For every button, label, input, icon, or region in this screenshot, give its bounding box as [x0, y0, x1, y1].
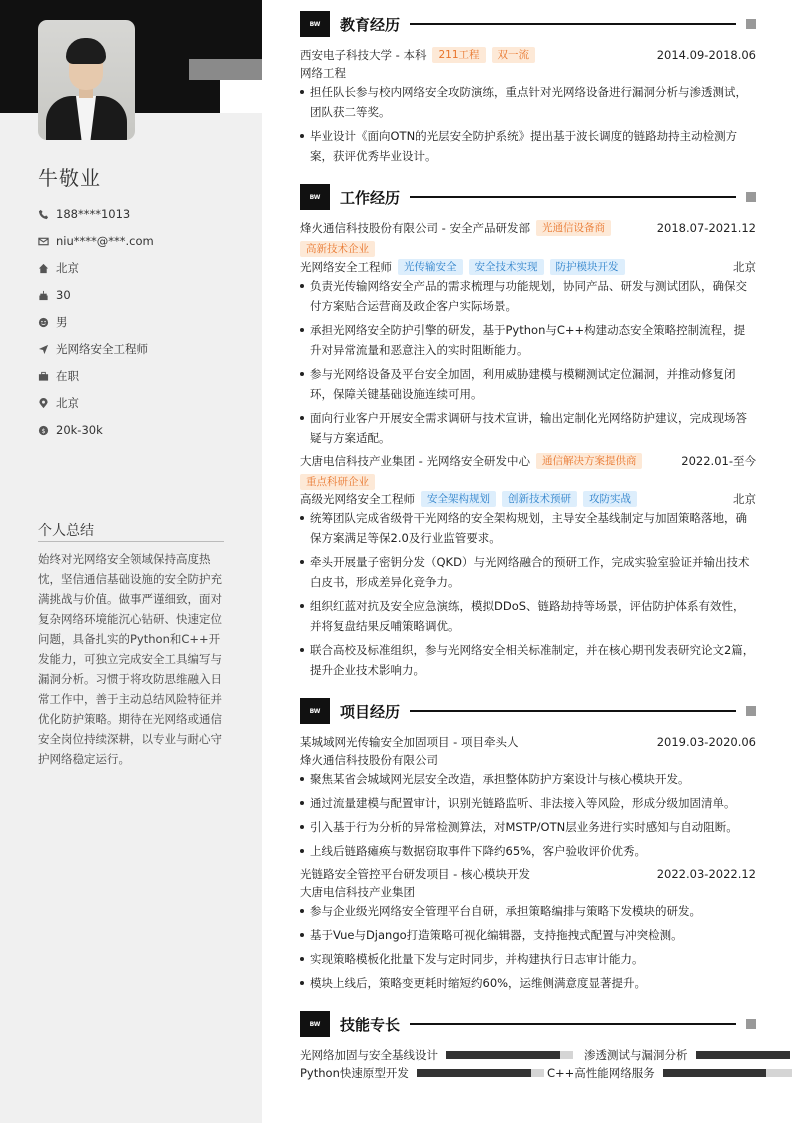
project-name: 光链路安全管控平台研发项目 - 核心模块开发	[300, 867, 530, 881]
education-date: 2014.09-2018.06	[656, 48, 756, 62]
info-position	[38, 340, 148, 358]
summary-title: 个人总结	[38, 523, 94, 539]
info-text: 光网络安全工程师	[56, 342, 148, 356]
work-tag-row	[300, 240, 756, 258]
project-bullet: 通过流量建模与配置审计，识别光链路监听、非法接入等风险，形成分级加固清单。	[300, 793, 756, 813]
work-bullet: 联合高校及标准组织，参与光网络安全相关标准制定，并在核心期刊发表研究论文2篇，提升企业技术影响力。	[300, 640, 756, 680]
skill-name: 渗透测试与漏洞分析	[584, 1048, 688, 1062]
work-title-row	[300, 258, 756, 276]
email-icon	[38, 236, 49, 247]
info-salary	[38, 421, 103, 439]
info-age	[38, 286, 71, 304]
info-text: 30	[56, 288, 71, 302]
sidebar-accent-grey	[189, 59, 262, 80]
skill-bar	[417, 1069, 544, 1077]
info-text: 男	[56, 315, 68, 329]
work-header	[300, 452, 756, 470]
skill-bar-fill	[446, 1051, 560, 1059]
skill-item	[547, 1064, 792, 1082]
skill-bar	[663, 1069, 792, 1077]
section-skills	[300, 1011, 756, 1037]
section-title: 技能专长	[340, 1015, 401, 1034]
section-square	[746, 706, 756, 716]
section-line	[410, 1023, 736, 1025]
work-tag: 重点科研企业	[300, 474, 375, 490]
section-project	[300, 698, 756, 724]
work-title-row	[300, 490, 756, 508]
skill-bar	[446, 1051, 573, 1059]
skill-tag: 攻防实战	[583, 491, 637, 507]
location-pin-icon	[38, 398, 49, 409]
education-tag: 双一流	[492, 47, 536, 63]
skill-bar	[696, 1051, 790, 1059]
work-header	[300, 219, 756, 237]
send-icon	[38, 344, 49, 355]
project-bullet: 实现策略模板化批量下发与定时同步，并构建执行日志审计能力。	[300, 949, 756, 969]
info-text: 北京	[56, 396, 79, 410]
project-bullet: 聚焦某省会城域网光层安全改造，承担整体防护方案设计与核心模块开发。	[300, 769, 756, 789]
project-header	[300, 865, 756, 883]
profile-name: 牛敬业	[38, 166, 101, 190]
profile-photo	[38, 20, 135, 140]
info-email	[38, 232, 154, 250]
work-company: 烽火通信科技股份有限公司 - 安全产品研发部	[300, 221, 530, 235]
info-text: niu****@***.com	[56, 234, 154, 248]
info-text: 北京	[56, 261, 79, 275]
sidebar-accent-white	[220, 80, 262, 113]
section-work	[300, 184, 756, 210]
salary-icon	[38, 425, 49, 436]
skill-item	[300, 1046, 573, 1064]
briefcase-icon	[38, 371, 49, 382]
summary-divider	[38, 541, 224, 542]
skill-bar-fill	[696, 1051, 790, 1059]
work-bullet: 面向行业客户开展安全需求调研与技术宣讲，输出定制化光网络防护建议，完成现场答疑与方案适配。	[300, 408, 756, 448]
education-tag: 211工程	[432, 47, 485, 63]
work-city: 北京	[733, 492, 756, 506]
skill-tag: 创新技术预研	[502, 491, 577, 507]
education-major: 网络工程	[300, 66, 346, 80]
project-bullet: 参与企业级光网络安全管理平台自研，承担策略编排与策略下发模块的研发。	[300, 901, 756, 921]
info-home	[38, 259, 79, 277]
gender-icon	[38, 317, 49, 328]
work-city: 北京	[733, 260, 756, 274]
section-title: 工作经历	[340, 188, 401, 207]
section-title: 项目经历	[340, 702, 401, 721]
skill-name: 光网络加固与安全基线设计	[300, 1048, 438, 1062]
skill-tag: 安全架构规划	[421, 491, 496, 507]
work-bullet: 负责光传输网络安全产品的需求梳理与功能规划，协同产品、研发与测试团队，确保交付方案贴合运营商及政企客户实际场景。	[300, 276, 756, 316]
section-square	[746, 1019, 756, 1029]
section-badge: BW	[300, 698, 330, 724]
section-line	[410, 710, 736, 712]
section-badge: BW	[300, 11, 330, 37]
phone-icon	[38, 209, 49, 220]
project-org-row	[300, 883, 756, 901]
skill-bar-fill	[663, 1069, 766, 1077]
skill-bar-fill	[417, 1069, 531, 1077]
skill-item	[300, 1064, 544, 1082]
section-education	[300, 11, 756, 37]
summary-text: 始终对光网络安全领域保持高度热忱，坚信通信基础设施的安全防护充满挑战与价值。做事严谨细致，面对复杂网络环境能沉心钻研、快速定位问题，具备扎实的Python和C++开发能力，可独立完成安全工具编写与漏洞分析。习惯于将攻防思维融入日常工作中，善于主动总结风险特征并优化防护策略。期待在光网络或通信安全岗位持续深耕，以专业与耐心守护网络稳定运行。	[38, 552, 222, 766]
info-text: 20k-30k	[56, 423, 103, 437]
work-title: 高级光网络安全工程师	[300, 492, 415, 506]
project-bullet: 上线后链路瘫痪与数据窃取事件下降约65%，客户验收评价优秀。	[300, 841, 756, 861]
project-date: 2022.03-2022.12	[656, 867, 756, 881]
work-date: 2018.07-2021.12	[656, 221, 756, 235]
project-org: 大唐电信科技产业集团	[300, 885, 415, 899]
home-icon	[38, 263, 49, 274]
project-name: 某城域网光传输安全加固项目 - 项目牵头人	[300, 735, 519, 749]
work-bullet: 承担光网络安全防护引擎的研发，基于Python与C++构建动态安全策略控制流程，提升对异常流量和恶意注入的实时阻断能力。	[300, 320, 756, 360]
section-square	[746, 19, 756, 29]
education-school: 西安电子科技大学 - 本科	[300, 48, 427, 62]
svg-text:$: $	[41, 426, 46, 435]
work-title: 光网络安全工程师	[300, 260, 392, 274]
section-title: 教育经历	[340, 15, 401, 34]
info-location	[38, 394, 79, 412]
skill-tag: 防护模块开发	[550, 259, 625, 275]
section-line	[410, 23, 736, 25]
info-text: 188****1013	[56, 207, 131, 221]
work-date: 2022.01-至今	[681, 454, 756, 468]
section-badge: BW	[300, 1011, 330, 1037]
info-gender	[38, 313, 68, 331]
info-phone	[38, 205, 130, 223]
skill-name: Python快速原型开发	[300, 1066, 409, 1080]
section-line	[410, 196, 736, 198]
education-header	[300, 46, 756, 64]
skill-item	[584, 1046, 790, 1064]
work-company: 大唐电信科技产业集团 - 光网络安全研发中心	[300, 454, 530, 468]
info-status	[38, 367, 79, 385]
project-header	[300, 733, 756, 751]
section-badge: BW	[300, 184, 330, 210]
work-bullet: 参与光网络设备及平台安全加固，利用威胁建模与模糊测试定位漏洞，并推动修复闭环，保障关键基础设施连续可用。	[300, 364, 756, 404]
education-bullet: 担任队长参与校内网络安全攻防演练，重点针对光网络设备进行漏洞分析与渗透测试，团队获二等奖。	[300, 82, 756, 122]
project-bullet: 模块上线后，策略变更耗时缩短约60%，运维侧满意度显著提升。	[300, 973, 756, 993]
work-bullet: 组织红蓝对抗及安全应急演练，模拟DDoS、链路劫持等场景，评估防护体系有效性，并将复盘结果反哺策略调优。	[300, 596, 756, 636]
info-text: 在职	[56, 369, 79, 383]
work-bullet: 统筹团队完成省级骨干光网络的安全架构规划，主导安全基线制定与加固策略落地，确保方案满足等保2.0及行业监管要求。	[300, 508, 756, 548]
project-org-row	[300, 751, 756, 769]
work-tag: 光通信设备商	[536, 220, 611, 236]
education-bullet: 毕业设计《面向OTN的光层安全防护系统》提出基于波长调度的链路劫持主动检测方案，获评优秀毕业设计。	[300, 126, 756, 166]
work-tag: 通信解决方案提供商	[536, 453, 643, 469]
work-bullet: 牵头开展量子密钥分发（QKD）与光网络融合的预研工作，完成实验室验证并输出技术白皮书，形成差异化竞争力。	[300, 552, 756, 592]
skill-name: C++高性能网络服务	[547, 1066, 655, 1080]
section-square	[746, 192, 756, 202]
work-tag-row	[300, 473, 756, 491]
work-tag: 高新技术企业	[300, 241, 375, 257]
education-major-row	[300, 64, 756, 82]
skill-tag: 光传输安全	[398, 259, 463, 275]
project-bullet: 基于Vue与Django打造策略可视化编辑器，支持拖拽式配置与冲突检测。	[300, 925, 756, 945]
project-date: 2019.03-2020.06	[656, 735, 756, 749]
skill-tag: 安全技术实现	[469, 259, 544, 275]
cake-icon	[38, 290, 49, 301]
project-org: 烽火通信科技股份有限公司	[300, 753, 438, 767]
project-bullet: 引入基于行为分析的异常检测算法，对MSTP/OTN层业务进行实时感知与自动阻断。	[300, 817, 756, 837]
